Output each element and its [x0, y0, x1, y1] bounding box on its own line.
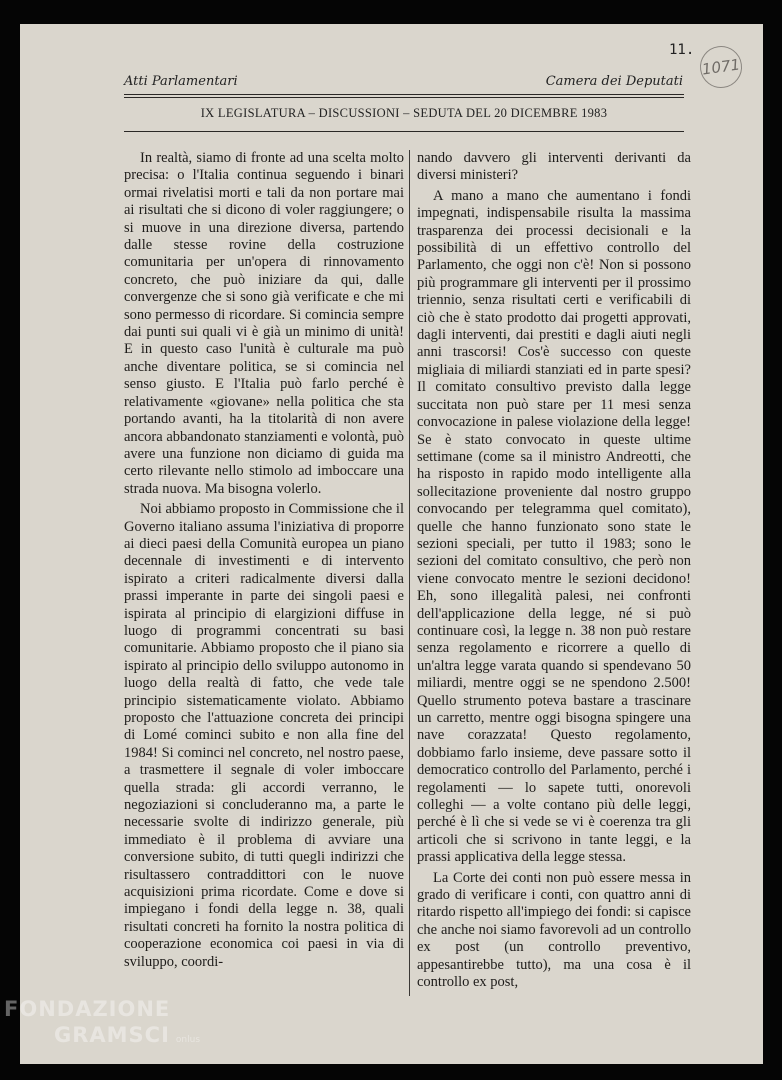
right-column [417, 150, 691, 992]
paragraph: nando davvero gli interventi derivanti da diversi ministeri? [417, 150, 691, 184]
paragraph: A mano a mano che aumentano i fondi impegnati, indispensabile risulta la massima trasparenza dei processi decisionali e la possibilità di un effettivo controllo del Parlamento, che oggi non c'è! Non si possono più programmare gli interventi per il prossimo triennio, senza risultati certi e verificabili di ciò che è stato prodotto dai progetti approvati, dagli interventi, dai prestiti e dagli aiuti negli anni trascorsi! Cos'è successo con queste migliaia di miliardi stanziati ed in parte spesi? Il comitato consultivo previsto dalla legge succitata non può stare per 11 mesi senza convocazione in palese violazione della legge! Se è stato convocato in queste ultime settimane (come sa il ministro Andreotti, che ha risposto in rapido modo intelligente alla sollecitazione proveniente dal nostro gruppo convocando per telegramma quel comitato), quelle che hanno funzionato sono state le sezioni speciali, per tutto il 1983; sono le sezioni del comitato consultivo, che però non viene convocato mentre le sezioni decidono! Eh, sono illegalità palesi, nei confronti dell'applicazione della legge, né si può continuare così, la legge n. 38 non può restare senza regolamento e ricorrere a quello di un'altra legge varata quando si spendevano 50 miliardi, mentre oggi se ne spendono 2.500! Quello strumento poteva bastare a trascinare un carretto, mentre oggi bisogna spingere una nave corazzata! Questo regolamento, dobbiamo farlo insieme, deve passare sotto il democratico controllo del Parlamento, perché i regolamenti — lo sapete tutti, onorevoli colleghi — a volte contano più delle leggi, perché è lì che si vede se vi è coerenza tra gli articoli che si scrivono in tante leggi, e la prassi applicativa della legge stessa. [417, 187, 691, 866]
column-divider [409, 150, 410, 996]
header-left: Atti Parlamentari [124, 74, 238, 89]
left-column [124, 150, 404, 971]
page-stamp: 1071 [697, 43, 744, 90]
paragraph: Noi abbiamo proposto in Commissione che il Governo italiano assuma l'iniziativa di proporre ai dieci paesi della Comunità europea un piano decennale di investimenti e di intervento ispirato a criteri radicalmente diversi dalla prassi imperante in parte dei singoli paesi e ispirata al principio di elargizioni diffuse in luogo di programmi concentrati su basi comunitarie. Abbiamo proposto che il piano sia ispirato al principio dello sviluppo autonomo in luogo della realtà di fatto, che vede tale principio sistematicamente violato. Abbiamo proposto che l'attuazione concreta dei principi di Lomé cominci subito e non alla fine del 1984! Si cominci nel concreto, nel nostro paese, a trasmettere il segnale di voler imboccare quella strada: gli accordi verranno, le negoziazioni si concluderanno ma, a parte le necessarie svolte di indirizzo generale, più immediato è il problema di avviare una conversione subito, di tutti quegli indirizzi che risultassero contraddittori con le nuove acquisizioni prima ricordate. Come e dove si impiegano i fondi della legge n. 38, quali risultati concreti ha fornito la nostra politica di cooperazione economica coi paesi in via di sviluppo, coordi- [124, 501, 404, 970]
watermark-logo [4, 996, 200, 1053]
watermark-line1: FONDAZIONE [4, 997, 171, 1021]
header-rule-bottom [124, 131, 684, 132]
header-rule-top [124, 94, 684, 95]
header-right: Camera dei Deputati [545, 74, 683, 89]
watermark-sub: onlus [175, 1035, 201, 1045]
header-rule-top-double [124, 97, 684, 98]
document-page [20, 24, 763, 1064]
paragraph: La Corte dei conti non può essere messa in grado di verificare i conti, con quattro anni di ritardo rispetto all'impiego dei fondi: si capisce che anche noi siamo favorevoli ad un controllo ex post (un controllo preventivo, appesantirebbe tutto), ma una cosa è il controllo ex post, [417, 869, 691, 991]
page-number: 11. [669, 42, 695, 58]
watermark-line2: GRAMSCI [54, 1023, 170, 1047]
paragraph: In realtà, siamo di fronte ad una scelta molto precisa: o l'Italia continua seguendo i binari ormai rivelatisi morti e tali da non portare mai ai risultati che si dicono di voler raggiungere; o si muove in una direzione diversa, partendo dalle stesse rovine della costruzione comunitaria per un'opera di rinnovamento concreto, che può iniziare da qui, dalle convergenze che si sono già verificate e che mi sono permesso di ricordare. Si comincia sempre dai punti sui quali vi è già un minimo di unità! E in questo caso l'unità è culturale ma può anche diventare politica, se si comincia nel senso giusto. E l'Italia può farlo perché è relativamente «giovane» nella politica che sta portando avanti, ha la titolarità di non avere ancora abbandonato stanziamenti e volontà, può avere una funzione non diciamo di guida ma certo rilevante nello stimolo ad imboccare una strada nuova. Ma bisogna volerlo. [124, 150, 404, 497]
session-line: IX LEGISLATURA – DISCUSSIONI – SEDUTA DEL 20 DICEMBRE 1983 [200, 106, 608, 120]
